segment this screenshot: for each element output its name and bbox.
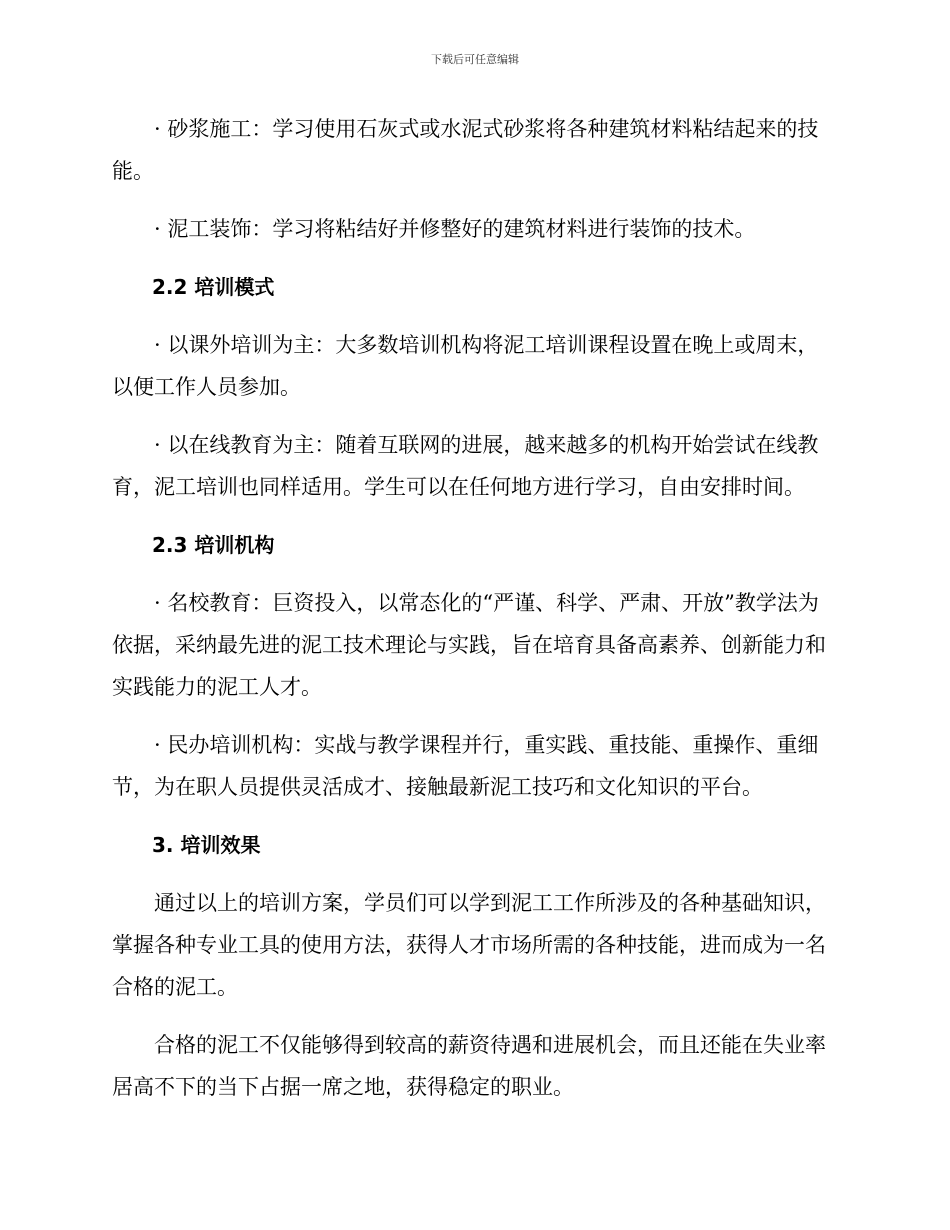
bullet-online-education: · 以在线教育为主：随着互联网的进展，越来越多的机构开始尝试在线教育，泥工培训也同样适用。学生可以在任何地方进行学习，自由安排时间。: [112, 433, 819, 499]
page-header: 下载后可任意编辑: [431, 53, 519, 66]
bullet-masonry-decoration: · 泥工装饰：学习将粘结好并修整好的建筑材料进行装饰的技术。: [154, 217, 756, 241]
section-heading-training-mode: 2.2 培训模式: [152, 275, 275, 299]
bullet-prestigious-school: · 名校教育：巨资投入，以常态化的“严谨、科学、严肃、开放”教学法为依据，采纳最先进的泥工技术理论与实践，旨在培育具备高素养、创新能力和实践能力的泥工人才。: [112, 591, 826, 699]
paragraph-training-outcome: 通过以上的培训方案，学员们可以学到泥工工作所涉及的各种基础知识，掌握各种专业工具的使用方法，获得人才市场所需的各种技能，进而成为一名合格的泥工。: [112, 891, 826, 999]
bullet-private-institution: · 民办培训机构：实战与教学课程并行，重实践、重技能、重操作、重细节，为在职人员提供灵活成才、接触最新泥工技巧和文化知识的平台。: [112, 733, 819, 799]
section-heading-training-institutions: 2.3 培训机构: [152, 533, 275, 557]
document-body: [112, 108, 832, 1108]
bullet-mortar-construction: · 砂浆施工：学习使用石灰式或水泥式砂浆将各种建筑材料粘结起来的技能。: [112, 117, 819, 183]
bullet-offhours-training: · 以课外培训为主：大多数培训机构将泥工培训课程设置在晚上或周末，以便工作人员参加。: [112, 333, 819, 399]
paragraph-career-benefit: 合格的泥工不仅能够得到较高的薪资待遇和进展机会，而且还能在失业率居高不下的当下占据一席之地，获得稳定的职业。: [112, 1033, 826, 1099]
section-heading-training-effect: 3. 培训效果: [152, 833, 261, 857]
